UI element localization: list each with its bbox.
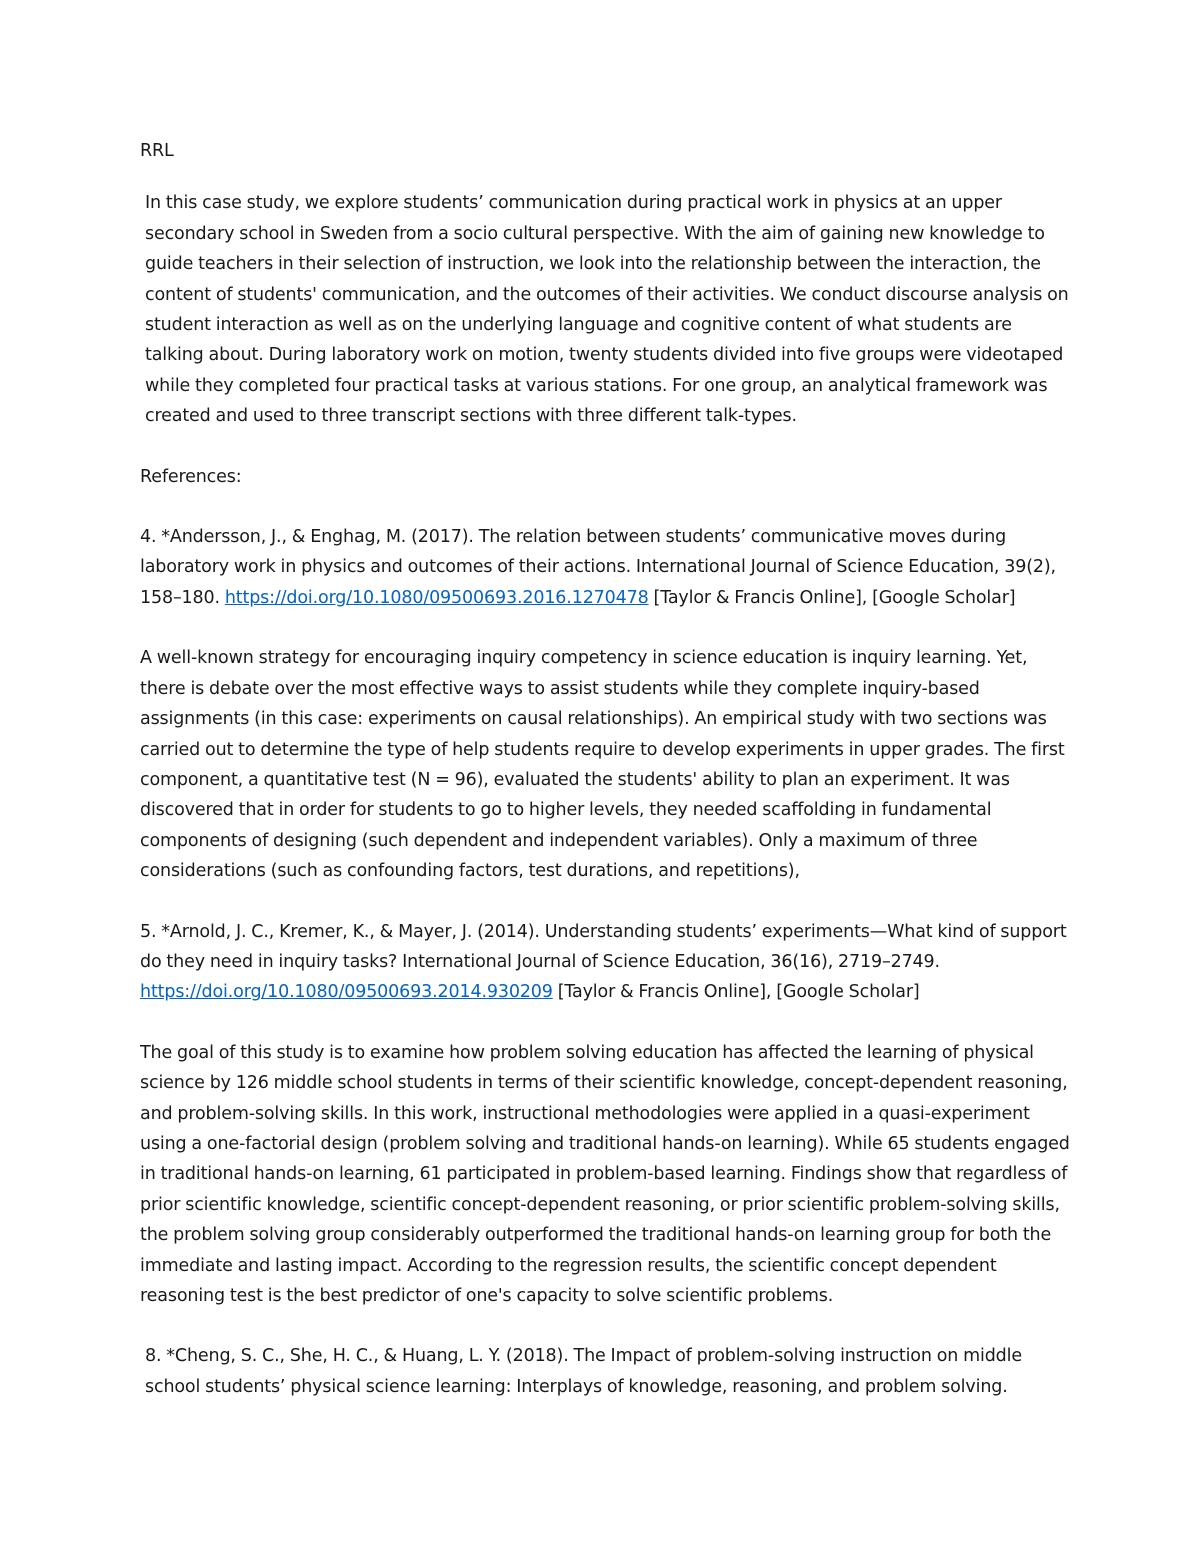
reference-8: 8. *Cheng, S. C., She, H. C., & Huang, L. Y. (2018). The Impact of problem-solving instruction on middle school students’ physical science learning: Interplays of knowledge, reasoning, and problem solving. [145, 1346, 1022, 1397]
reference-4-doi-link[interactable]: https://doi.org/10.1080/09500693.2016.1270478 [224, 587, 649, 608]
reference-4 [140, 522, 1070, 613]
reference-5-doi-link[interactable]: https://doi.org/10.1080/09500693.2014.930209 [140, 982, 553, 1003]
reference-5-sources: [Taylor & Francis Online], [Google Scholar] [552, 982, 920, 1003]
intro-paragraph: In this case study, we explore students’ communication during practical work in physics at an upper secondary school in Sweden from a socio cultural perspective. With the aim of gaining new knowledge to guide teachers in their selection of instruction, we look into the relationship between the interaction, the content of students' communication, and the outcomes of their activities. We conduct discourse analysis on student interaction as well as on the underlying language and cognitive content of what students are talking about. During laboratory work on motion, twenty students divided into five groups were videotaped while they completed four practical tasks at various stations. For one group, an analytical framework was created and used to three transcript sections with three different talk-types. [145, 193, 1069, 427]
references-heading: References: [140, 466, 242, 487]
document-title: RRL [140, 141, 174, 161]
reference-4-citation: 4. *Andersson, J., & Enghag, M. (2017). The relation between students’ communicative moves during laboratory work in physics and outcomes of their actions. International Journal of Science Education, 39(2), 158–180. [140, 527, 1056, 608]
reference-5-citation: 5. *Arnold, J. C., Kremer, K., & Mayer, J. (2014). Understanding students’ experiments—What kind of support do they need in inquiry tasks? International Journal of Science Education, 36(16), 2719–2749. [140, 921, 1067, 972]
document-body [140, 136, 1070, 1432]
reference-4-sources: [Taylor & Francis Online], [Google Scholar] [648, 587, 1016, 608]
inquiry-paragraph: A well-known strategy for encouraging inquiry competency in science education is inquiry learning. Yet, there is debate over the most effective ways to assist students while they complete inquiry-based assignments (in this case: experiments on causal relationships). An empirical study with two sections was carried out to determine the type of help students require to develop experiments in upper grades. The first component, a quantitative test (N = 96), evaluated the students' ability to plan an experiment. It was discovered that in order for students to go to higher levels, they needed scaffolding in fundamental components of designing (such dependent and independent variables). Only a maximum of three considerations (such as confounding factors, test durations, and repetitions), [140, 648, 1065, 882]
problem-solving-paragraph: The goal of this study is to examine how problem solving education has affected the learning of physical science by 126 middle school students in terms of their scientific knowledge, concept-dependent reasoning, and problem-solving skills. In this work, instructional methodologies were applied in a quasi-experiment using a one-factorial design (problem solving and traditional hands-on learning). While 65 students engaged in traditional hands-on learning, 61 participated in problem-based learning. Findings show that regardless of prior scientific knowledge, scientific concept-dependent reasoning, or prior scientific problem-solving skills, the problem solving group considerably outperformed the traditional hands-on learning group for both the immediate and lasting impact. According to the regression results, the scientific concept dependent reasoning test is the best predictor of one's capacity to solve scientific problems. [140, 1042, 1070, 1306]
reference-5 [140, 917, 1070, 1008]
